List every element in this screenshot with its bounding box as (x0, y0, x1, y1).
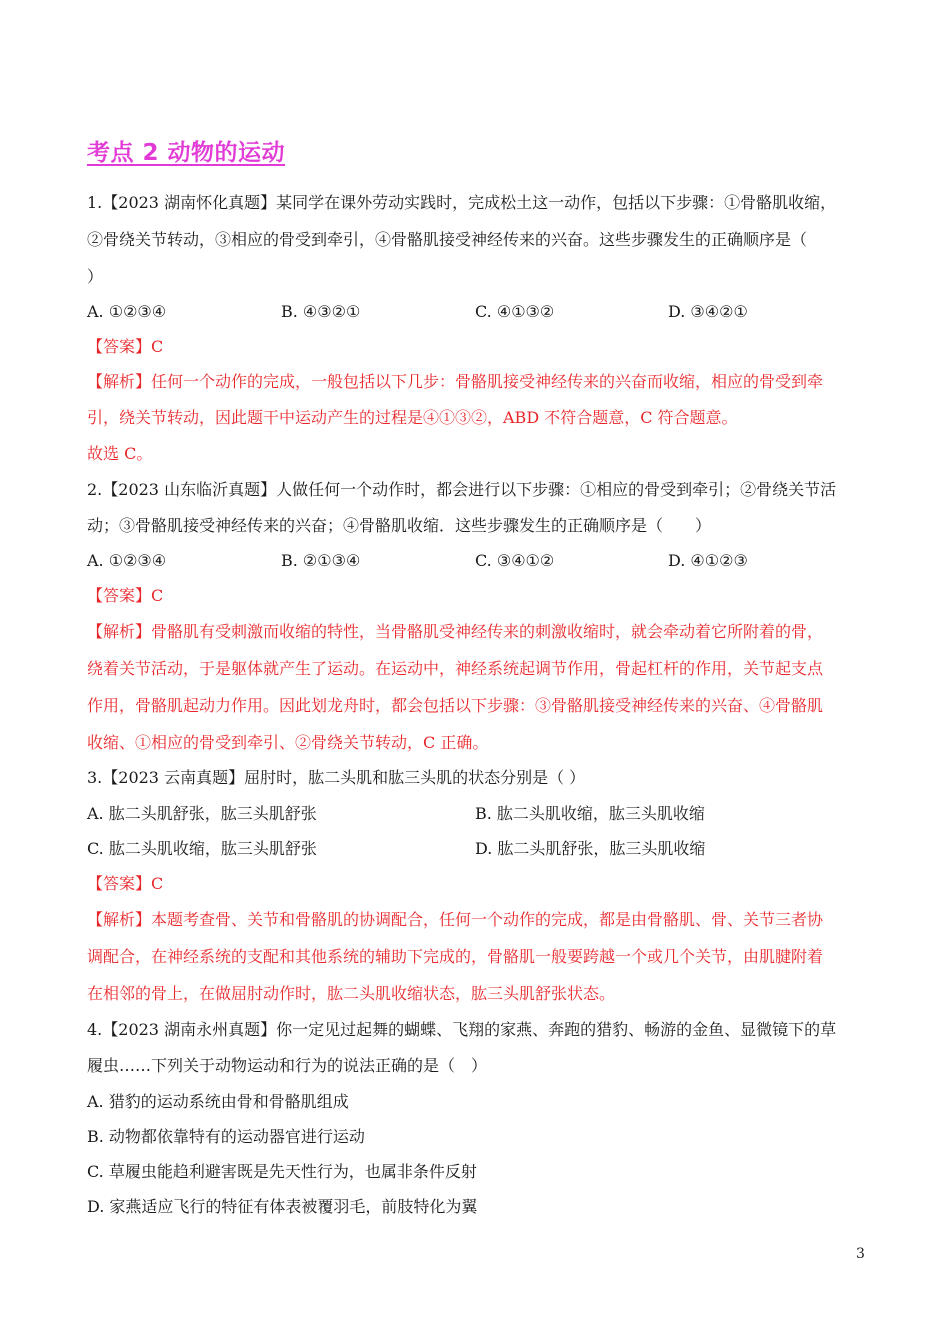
q2-option-c: C. ③④①② (475, 551, 555, 570)
q4-stem-line-2: 履虫……下列关于动物运动和行为的说法正确的是（ ） (87, 1056, 488, 1075)
q1-analysis-line-3: 故选 C。 (87, 444, 153, 463)
q2-option-d: D. ④①②③ (668, 551, 748, 570)
q3-option-a: A. 肱二头肌舒张，肱三头肌舒张 (87, 804, 317, 823)
q1-analysis-line-1: 【解析】任何一个动作的完成，一般包括以下几步：骨骼肌接受神经传来的兴奋而收缩，相应的骨受到牵 (87, 372, 824, 391)
q2-analysis-line-1: 【解析】骨骼肌有受刺激而收缩的特性，当骨骼肌受神经传来的刺激收缩时，就会牵动着它所附着的骨， (87, 622, 824, 641)
q1-analysis-line-2: 引，绕关节转动，因此题干中运动产生的过程是④①③②，ABD 不符合题意，C 符合题意。 (87, 408, 738, 427)
q1-answer: 【答案】C (87, 337, 164, 356)
q3-option-b: B. 肱二头肌收缩，肱三头肌收缩 (475, 804, 705, 823)
q2-analysis-line-3: 作用，骨骼肌起动力作用。因此划龙舟时，都会包括以下步骤：③骨骼肌接受神经传来的兴奋、④骨骼肌 (87, 696, 824, 715)
q1-stem-line-2: ②骨绕关节转动，③相应的骨受到牵引，④骨骼肌接受神经传来的兴奋。这些步骤发生的正确顺序是（ (87, 230, 808, 249)
q1-stem-line-3: ） (87, 267, 104, 286)
q1-stem-line-1: 1.【2023 湖南怀化真题】某同学在课外劳动实践时，完成松土这一动作，包括以下步骤：①骨骼肌收缩， (87, 193, 837, 212)
q2-stem-line-1: 2.【2023 山东临沂真题】人做任何一个动作时，都会进行以下步骤：①相应的骨受到牵引；②骨绕关节活 (87, 480, 837, 499)
q2-option-b: B. ②①③④ (281, 551, 361, 570)
q1-option-a: A. ①②③④ (87, 302, 167, 321)
section-title: 考点 2 动物的运动 (87, 140, 286, 166)
q2-analysis-line-2: 绕着关节活动，于是躯体就产生了运动。在运动中，神经系统起调节作用，骨起杠杆的作用，关节起支点 (87, 659, 824, 678)
q4-option-d: D. 家燕适应飞行的特征有体表被覆羽毛，前肢特化为翼 (87, 1197, 478, 1216)
q1-option-b: B. ④③②① (281, 302, 361, 321)
q1-option-d: D. ③④②① (668, 302, 748, 321)
q3-answer: 【答案】C (87, 874, 164, 893)
q3-analysis-line-2: 调配合，在神经系统的支配和其他系统的辅助下完成的，骨骼肌一般要跨越一个或几个关节，由肌腱附着 (87, 947, 824, 966)
q4-option-c: C. 草履虫能趋利避害既是先天性行为，也属非条件反射 (87, 1162, 477, 1181)
q4-stem-line-1: 4.【2023 湖南永州真题】你一定见过起舞的蝴蝶、飞翔的家燕、奔跑的猎豹、畅游的金鱼、显微镜下的草 (87, 1020, 837, 1039)
q4-option-b: B. 动物都依靠特有的运动器官进行运动 (87, 1127, 365, 1146)
q3-analysis-line-1: 【解析】本题考查骨、关节和骨骼肌的协调配合，任何一个动作的完成，都是由骨骼肌、骨、关节三者协 (87, 910, 824, 929)
q3-option-d: D. 肱二头肌舒张，肱三头肌收缩 (475, 839, 706, 858)
q3-stem-line-1: 3.【2023 云南真题】屈肘时，肱二头肌和肱三头肌的状态分别是（ ） (87, 768, 586, 787)
q1-option-c: C. ④①③② (475, 302, 555, 321)
q2-analysis-line-4: 收缩、①相应的骨受到牵引、②骨绕关节转动，C 正确。 (87, 733, 489, 752)
page-number: 3 (856, 1246, 865, 1262)
q2-stem-line-2: 动；③骨骼肌接受神经传来的兴奋；④骨骼肌收缩．这些步骤发生的正确顺序是（ ） (87, 516, 712, 535)
q4-option-a: A. 猎豹的运动系统由骨和骨骼肌组成 (87, 1092, 349, 1111)
q3-analysis-line-3: 在相邻的骨上，在做屈肘动作时，肱二头肌收缩状态，肱三头肌舒张状态。 (87, 984, 616, 1003)
q3-option-c: C. 肱二头肌收缩，肱三头肌舒张 (87, 839, 317, 858)
q2-option-a: A. ①②③④ (87, 551, 167, 570)
q2-answer: 【答案】C (87, 586, 164, 605)
